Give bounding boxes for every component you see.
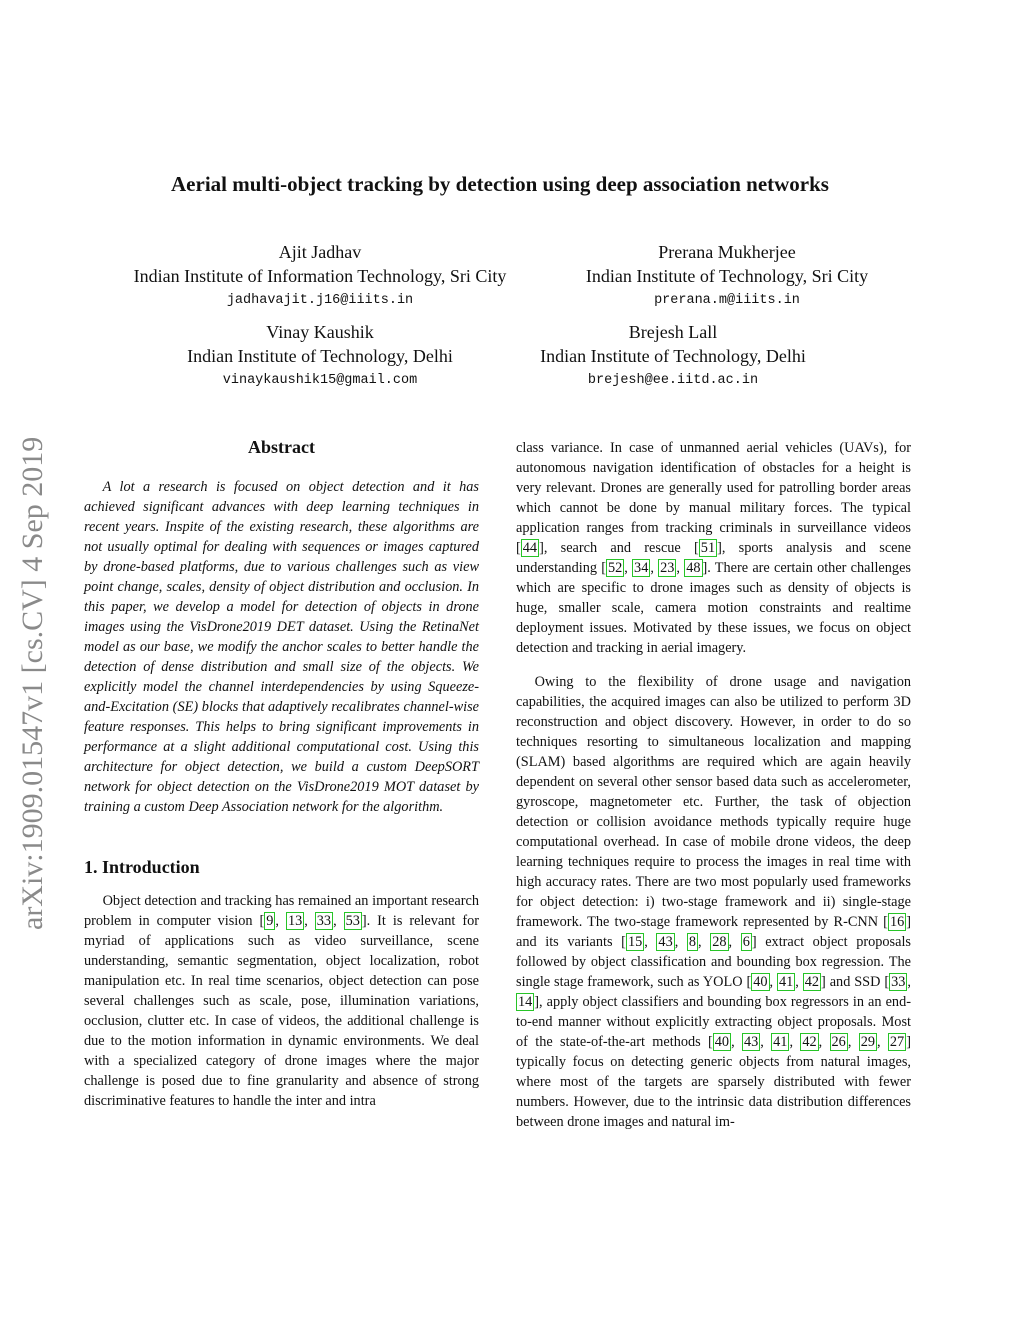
section-heading-introduction: 1. Introduction xyxy=(84,857,200,877)
author-affiliation: Indian Institute of Information Technology, Sri City xyxy=(133,266,507,286)
author-name: Ajit Jadhav xyxy=(278,242,362,262)
citation-link[interactable]: 42 xyxy=(802,1034,817,1050)
citation-link[interactable]: 29 xyxy=(860,1034,876,1050)
author-email[interactable]: prerana.m@iiits.in xyxy=(654,293,800,308)
abstract-heading: Abstract xyxy=(248,437,315,457)
citation-link[interactable]: 53 xyxy=(345,913,360,929)
citation-link[interactable]: 16 xyxy=(889,914,905,930)
intro-paragraph: Object detection and tracking has remained an important research problem in computer vision [ 9 , 13 , 33 , 53 ]. It is relevant for myriad of applications such as video surveillance, scene understanding, semantic segmentation, object localization, robot manipulation etc. In real time scenarios, object detection can pose several challenges such as scale, pose, illumination variations, occlusion, clutter etc. In case of videos, the additional challenge is due to the motion information in dynamic environments. We deal with a specialized category of drone images where the major challenge is posed due to fine granularity and absence of strong discriminative features to handle the inter and intra xyxy=(84,893,479,1109)
citation-link[interactable]: 23 xyxy=(660,560,675,576)
citation-link[interactable]: 48 xyxy=(686,560,701,576)
author-name: Brejesh Lall xyxy=(628,322,718,342)
citation-link[interactable]: 40 xyxy=(714,1034,730,1050)
citation-link[interactable]: 27 xyxy=(889,1034,905,1050)
left-column xyxy=(84,435,479,1111)
citation-link[interactable]: 28 xyxy=(712,934,727,950)
author-affiliation: Indian Institute of Technology, Sri City xyxy=(585,266,869,286)
author-affiliation: Indian Institute of Technology, Delhi xyxy=(187,346,453,366)
author-name: Prerana Mukherjee xyxy=(658,242,796,262)
citation-link[interactable]: 43 xyxy=(743,1034,759,1050)
citation-link[interactable]: 34 xyxy=(634,560,649,576)
intro-paragraph: class variance. In case of unmanned aerial vehicles (UAVs), for autonomous navigation identification of obstacles for a height is very relevant. Drones are generally used for patrolling border areas which cannot be done by manual military forces. The typical application ranges from tracking criminals in surveillance videos [ 44 ], search and rescue [ 51 ], sports analysis and scene understanding [ 52 , 34 , 23 , 48 ]. There are certain other challenges which are specific to drone images such as density of objects is huge, smaller scale, camera motion constraints and realtime deployment issues. Motivated by these issues, we focus on object detection and tracking in aerial imagery. xyxy=(516,440,911,656)
author-email[interactable]: brejesh@ee.iitd.ac.in xyxy=(587,373,759,388)
citation-link[interactable]: 15 xyxy=(627,934,643,950)
citation-link[interactable]: 42 xyxy=(804,974,820,990)
citation-link[interactable]: 13 xyxy=(287,913,303,929)
citation-link[interactable]: 41 xyxy=(778,974,794,990)
citation-link[interactable]: 14 xyxy=(518,994,533,1010)
citation-link[interactable]: 33 xyxy=(316,913,332,929)
author-block xyxy=(492,240,962,312)
citation-link[interactable]: 41 xyxy=(773,1034,788,1050)
paper-title: Aerial multi-object tracking by detection using deep association networks xyxy=(171,172,829,196)
arxiv-identifier: arXiv:1909.01547v1 [cs.CV] 4 Sep 2019 xyxy=(16,436,49,930)
author-block xyxy=(85,240,555,312)
citation-link[interactable]: 6 xyxy=(742,934,750,950)
right-column xyxy=(516,438,911,1132)
author-block xyxy=(438,320,908,392)
citation-link[interactable]: 44 xyxy=(522,540,538,556)
intro-paragraph: Owing to the flexibility of drone usage and navigation capabilities, the acquired images can also be utilized to perform 3D reconstruction and object discovery. However, in order to do so techniques resorting to simultaneous localization and mapping (SLAM) based algorithms are required which are again heavily dependent on several other sensor based data such as accelerometer, gyroscope, magnetometer etc. Further, the task of objection detection or collision avoidance methods typically require huge computational overhead. In case of mobile drone videos, the deep learning techniques require to process the images in real time with high accuracy rates. There are two most popularly used frameworks for object detection: i) two-stage framework and ii) single-stage framework. The two-stage framework represented by R-CNN [ 16 ] and its variants [ 15 , 43 , 8 , 28 , 6 ] extract object proposals followed by object classification and bounding box regression. The single stage framework, such as YOLO [ 40 , 41 , 42 ] and SSD [ 33 , 14 ], apply object classifiers and bounding box regressors in an end-to-end manner without explicitly extracting object proposals. Most of the state-of-the-art methods [ 40 , 43 , 41 , 42 , 26 , 29 , 27 ] typically focus on detecting generic objects from natural images, where most of the targets are sparsely distributed with fewer numbers. However, due to the intrinsic data distribution differences between drone images and natural im- xyxy=(516,674,911,1130)
citation-link[interactable]: 40 xyxy=(753,974,768,990)
citation-link[interactable]: 9 xyxy=(266,913,274,929)
author-email[interactable]: vinaykaushik15@gmail.com xyxy=(222,373,418,388)
citation-link[interactable]: 33 xyxy=(891,974,906,990)
author-email[interactable]: jadhavajit.j16@iiits.in xyxy=(226,293,414,308)
abstract-text: A lot a research is focused on object detection and it has achieved significant advances with deep learning techniques in recent years. Inspite of the existing research, these algorithms are not usually optimal for dealing with sequences or images captured by drone-based platforms, due to various challenges such as view point change, scales, density of object distribution and occlusion. In this paper, we develop a model for detection of objects in drone images using the VisDrone2019 DET dataset. Using the RetinaNet model as our base, we modify the anchor scales to better handle the detection of dense distribution and small size of the objects. We explicitly model the channel interdependencies by using Squeeze-and-Excitation (SE) blocks that adaptively recalibrates channel-wise feature responses. This helps to bring significant improvements in performance at a slight additional computational cost. Using this architecture for object detection, we build a custom DeepSORT network for object detection on the VisDrone2019 MOT dataset by training a custom Deep Association network for the algorithm. xyxy=(84,479,479,815)
citation-link[interactable]: 8 xyxy=(688,934,697,950)
author-name: Vinay Kaushik xyxy=(266,322,374,342)
author-affiliation: Indian Institute of Technology, Delhi xyxy=(540,346,806,366)
citation-link[interactable]: 26 xyxy=(831,1034,846,1050)
citation-link[interactable]: 51 xyxy=(700,540,716,556)
citation-link[interactable]: 52 xyxy=(607,560,623,576)
citation-link[interactable]: 43 xyxy=(658,934,673,950)
